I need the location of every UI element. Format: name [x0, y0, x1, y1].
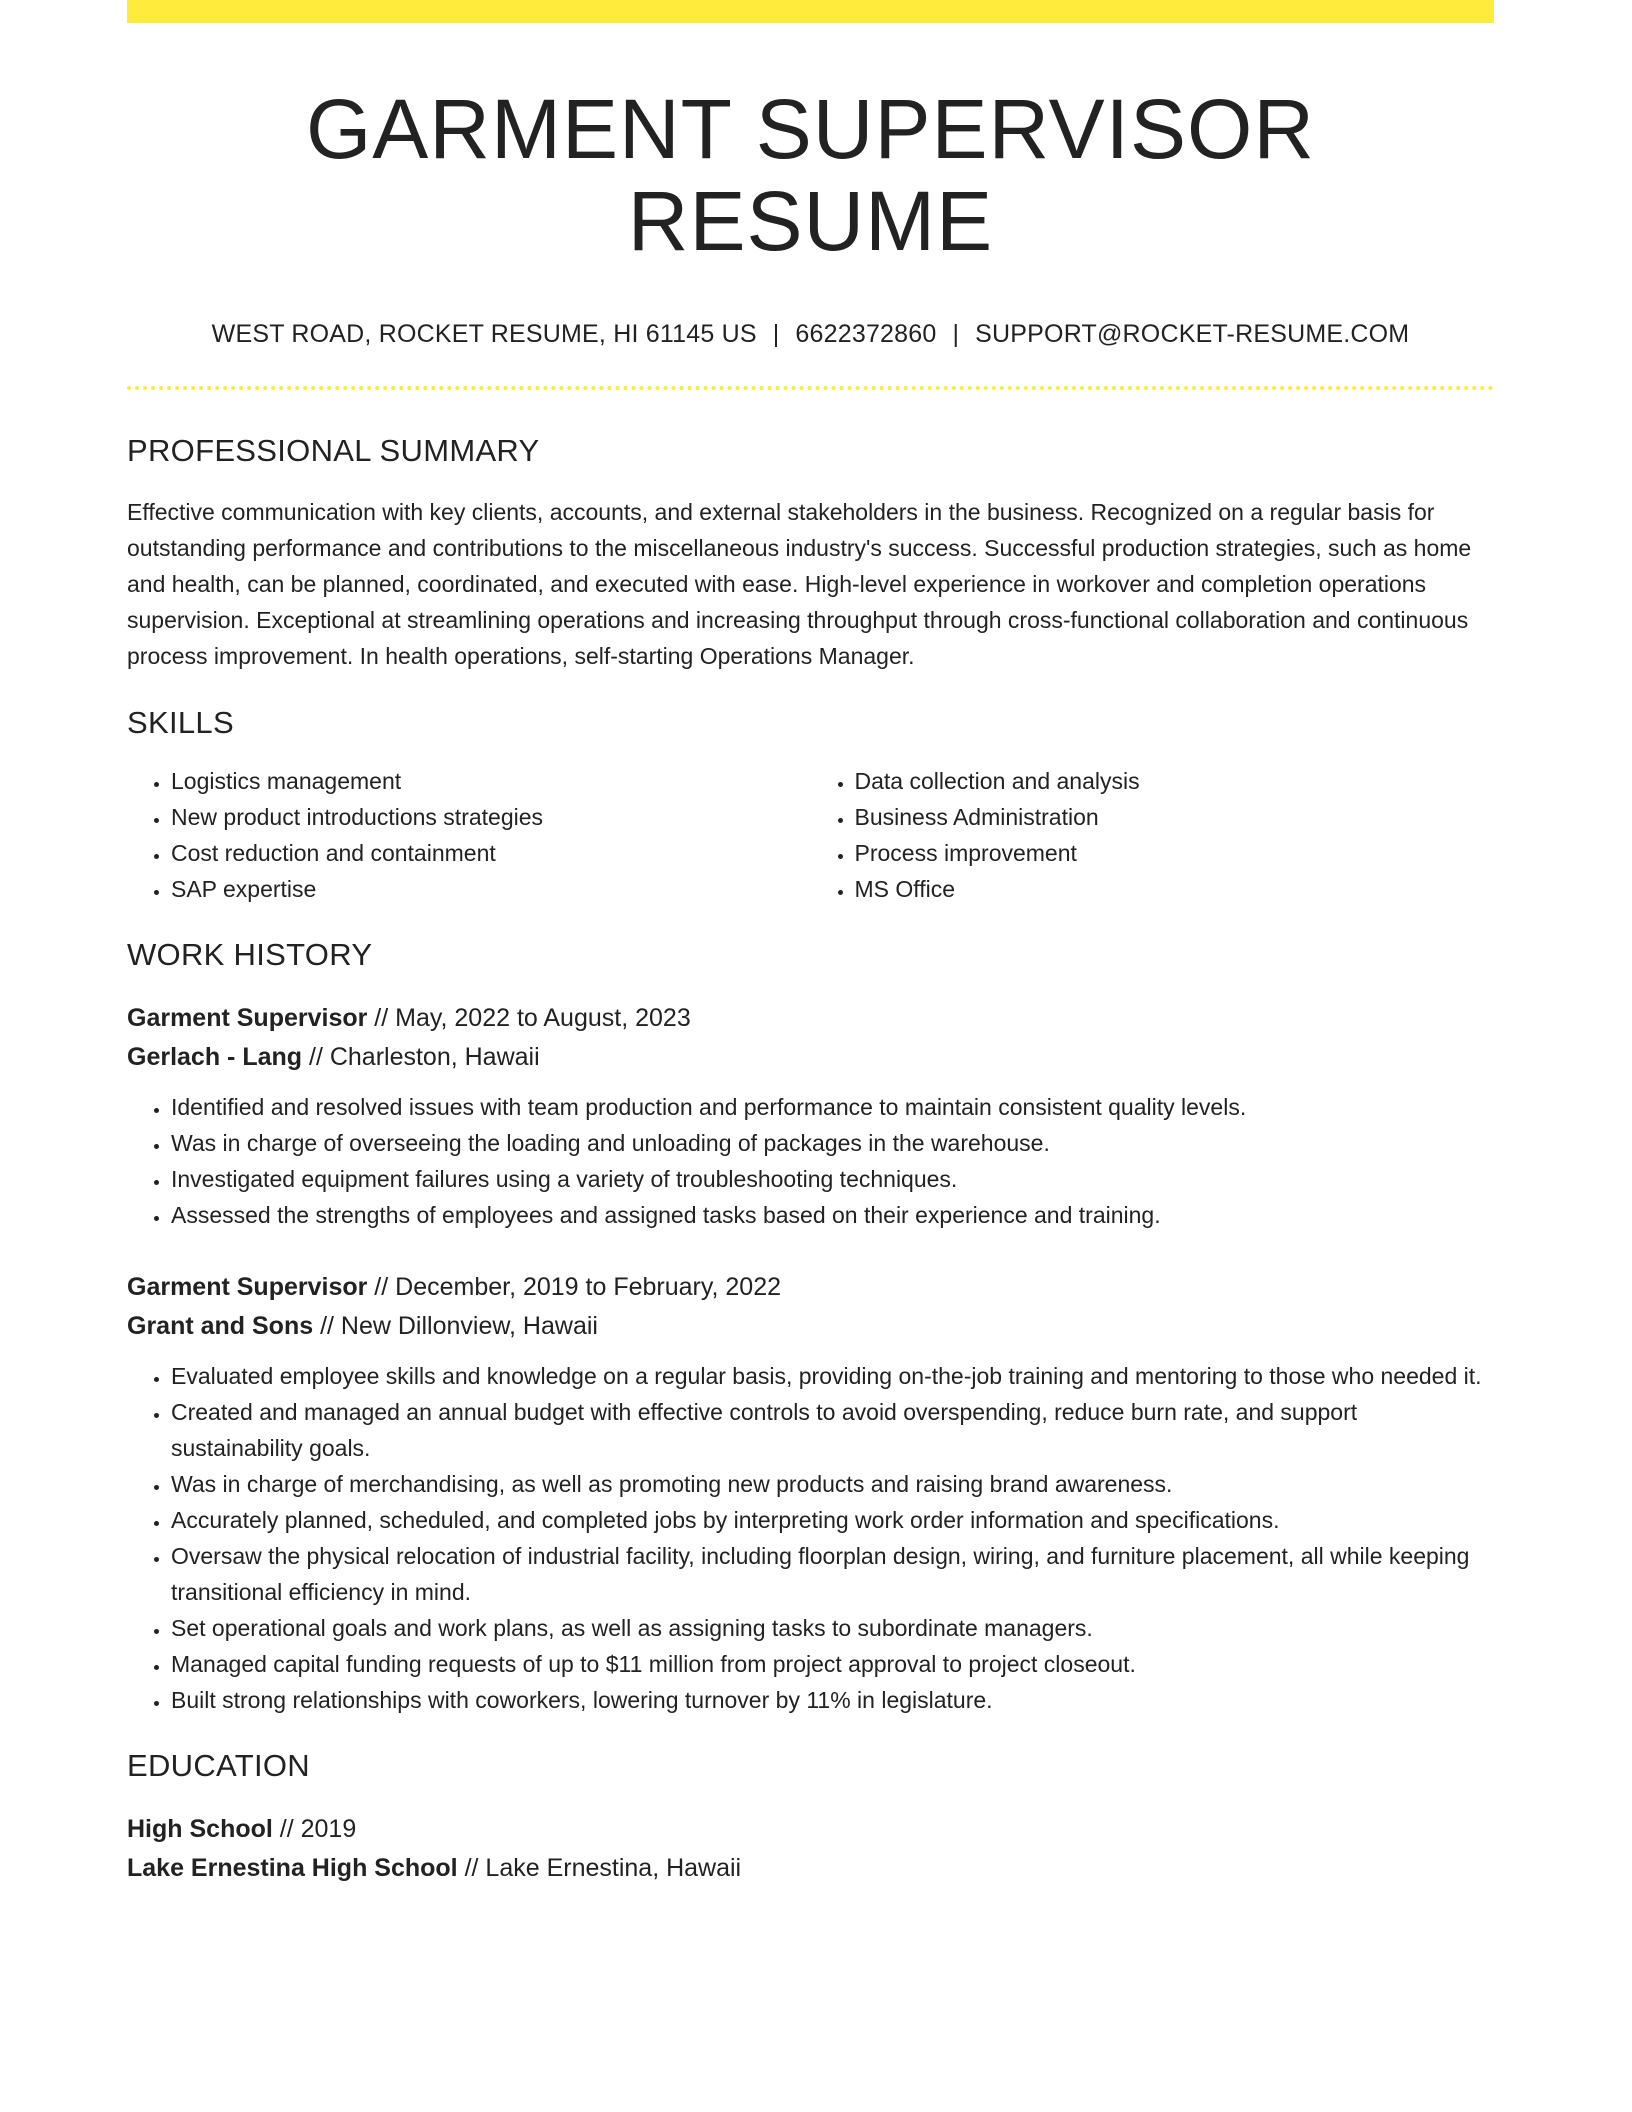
- skill-item: • New product introductions strategies: [171, 799, 811, 835]
- education-degree: High School: [127, 1814, 273, 1843]
- job-entry: [127, 999, 1494, 1233]
- skill-item: • Data collection and analysis: [855, 763, 1495, 799]
- job-bullet: • Set operational goals and work plans, as well as assigning tasks to subordinate managers.: [171, 1610, 1494, 1646]
- skill-item: • Logistics management: [171, 763, 811, 799]
- skill-item: • Business Administration: [855, 799, 1495, 835]
- contact-address: WEST ROAD, ROCKET RESUME, HI 61145 US: [211, 319, 757, 348]
- education-year: // 2019: [272, 1814, 357, 1843]
- resume-page: [127, 0, 1494, 1888]
- skills-grid: [127, 763, 1494, 907]
- job-title: Garment Supervisor: [127, 1003, 368, 1032]
- job-bullets: [127, 1358, 1494, 1718]
- job-company-line: [127, 1307, 1494, 1346]
- contact-separator: |: [772, 319, 780, 348]
- contact-line: [127, 320, 1494, 349]
- job-company: Grant and Sons: [127, 1311, 314, 1340]
- education-school-line: [127, 1849, 1494, 1888]
- skills-column-right: [811, 763, 1495, 907]
- job-bullet: • Was in charge of merchandising, as well as promoting new products and raising brand awareness.: [171, 1466, 1494, 1502]
- summary-text: Effective communication with key clients, accounts, and external stakeholders in the business. Recognized on a regular basis for outstanding performance and contributions to the miscellaneous industry's success. Successful production strategies, such as home and health, can be planned, coordinated, and executed with ease. High-level experience in workover and completion operations supervision. Exceptional at streamlining operations and increasing throughput through cross-functional collaboration and continuous process improvement. In health operations, self-starting Operations Manager.: [127, 498, 1472, 669]
- resume-title: GARMENT SUPERVISOR RESUME: [305, 82, 1316, 269]
- contact-email: SUPPORT@ROCKET-RESUME.COM: [975, 319, 1410, 348]
- dotted-divider: [127, 386, 1494, 390]
- job-title-line: [127, 1268, 1494, 1307]
- skills-heading: SKILLS: [127, 704, 234, 740]
- skill-item: • Process improvement: [855, 835, 1495, 871]
- job-bullet: • Assessed the strengths of employees and assigned tasks based on their experience and training.: [171, 1197, 1494, 1233]
- job-bullet: • Evaluated employee skills and knowledge on a regular basis, providing on-the-job training and mentoring to those who needed it.: [171, 1358, 1494, 1394]
- skill-item: • SAP expertise: [171, 871, 811, 907]
- job-bullet: • Was in charge of overseeing the loading and unloading of packages in the warehouse.: [171, 1125, 1494, 1161]
- contact-separator: |: [952, 319, 960, 348]
- job-dates: // May, 2022 to August, 2023: [367, 1003, 691, 1032]
- job-bullet: • Managed capital funding requests of up to $11 million from project approval to project closeout.: [171, 1646, 1494, 1682]
- work-history-heading: WORK HISTORY: [127, 936, 373, 972]
- job-location: // New Dillonview, Hawaii: [313, 1311, 598, 1340]
- job-bullets: [127, 1089, 1494, 1233]
- job-bullet: • Identified and resolved issues with team production and performance to maintain consistent quality levels.: [171, 1089, 1494, 1125]
- job-company: Gerlach - Lang: [127, 1042, 303, 1071]
- education-heading: EDUCATION: [127, 1747, 310, 1783]
- job-bullet: • Created and managed an annual budget with effective controls to avoid overspending, reduce burn rate, and support sustainability goals.: [171, 1394, 1494, 1466]
- job-location: // Charleston, Hawaii: [302, 1042, 540, 1071]
- skill-item: • Cost reduction and containment: [171, 835, 811, 871]
- job-dates: // December, 2019 to February, 2022: [367, 1272, 782, 1301]
- education-school: Lake Ernestina High School: [127, 1853, 458, 1882]
- job-entry: [127, 1268, 1494, 1718]
- job-bullet: • Built strong relationships with coworkers, lowering turnover by 11% in legislature.: [171, 1682, 1494, 1718]
- education-location: // Lake Ernestina, Hawaii: [457, 1853, 742, 1882]
- job-bullet: • Oversaw the physical relocation of industrial facility, including floorplan design, wiring, and furniture placement, all while keeping transitional efficiency in mind.: [171, 1538, 1494, 1610]
- job-title: Garment Supervisor: [127, 1272, 368, 1301]
- skills-column-left: [127, 763, 811, 907]
- accent-top-bar: [127, 0, 1494, 23]
- job-bullet: • Accurately planned, scheduled, and completed jobs by interpreting work order information and specifications.: [171, 1502, 1494, 1538]
- skill-item: • MS Office: [855, 871, 1495, 907]
- contact-phone: 6622372860: [795, 319, 937, 348]
- job-title-line: [127, 999, 1494, 1038]
- job-bullet: • Investigated equipment failures using a variety of troubleshooting techniques.: [171, 1161, 1494, 1197]
- job-company-line: [127, 1038, 1494, 1077]
- education-degree-line: [127, 1810, 1494, 1849]
- education-entry: [127, 1810, 1494, 1888]
- summary-heading: PROFESSIONAL SUMMARY: [127, 432, 540, 468]
